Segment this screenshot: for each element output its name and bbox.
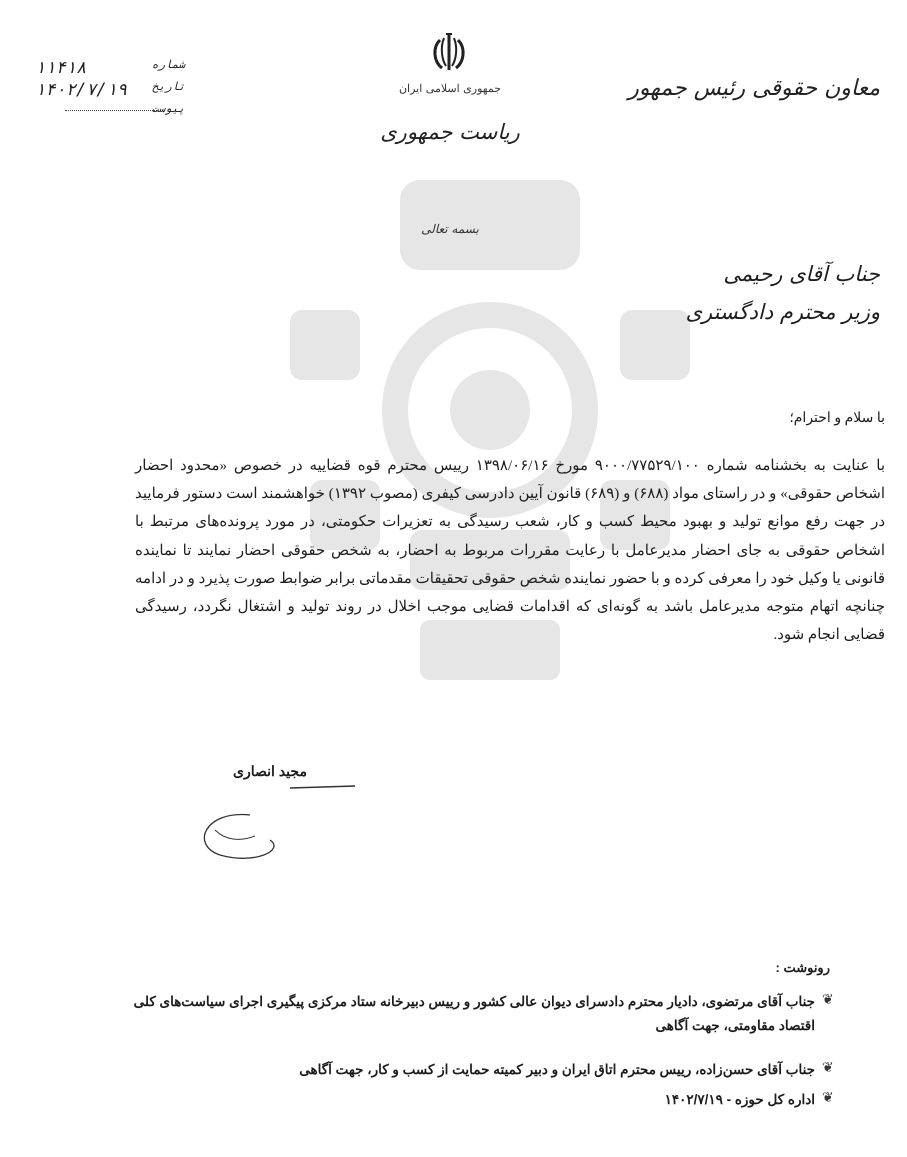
letter-attachment-row [25,102,185,124]
letter-date-label: تاریخ [151,80,185,93]
letter-attachment-label: پیوست [151,102,185,115]
greeting: با سلام و احترام؛ [789,411,885,426]
letter-number-label: شماره [151,58,185,71]
letter-number: ۱۱۴۱۸ [35,58,87,78]
addressee-name: جناب آقای رحیمی [723,262,880,286]
office-name: ریاست جمهوری [380,120,520,144]
sender-title: معاون حقوقی رئیس جمهور [628,76,880,101]
copy-recipient-3: اداره کل حوزه - ۱۴۰۲/۷/۱۹ [664,1092,815,1107]
copies-title: رونوشت : [775,960,830,975]
iran-emblem-icon [428,30,470,76]
country-name: جمهوری اسلامی ایران [398,82,502,95]
attachment-dots [65,110,157,111]
letter-date-row [25,80,185,102]
bullet-icon: ❦ [822,1090,834,1106]
letter-number-row [25,58,185,80]
letter-meta [25,58,185,124]
bullet-icon: ❦ [822,1060,834,1076]
copy-recipient-2: جناب آقای حسن‌زاده، رییس محترم اتاق ایران و دبیر کمیته حمایت از کسب و کار، جهت آگاهی [299,1062,815,1077]
addressee-title: وزیر محترم دادگستری [685,300,880,324]
bismillah: بسمه تعالی [421,222,479,236]
signer-name: مجید انصاری [233,763,307,779]
addressee [560,262,880,324]
letter-date: ۱۴۰۲/۷/۱۹ [35,80,128,100]
handwritten-signature [195,770,365,870]
copy-recipient-1: جناب آقای مرتضوی، دادیار محترم دادسرای دیوان عالی کشور و رییس دبیرخانه ستاد مرکزی پیگیری اجرای سیاست‌های کلی اقتصاد مقاومتی، جهت آگاهی [133,994,815,1033]
bullet-icon: ❦ [822,992,834,1008]
letter-body: با عنایت به بخشنامه شماره ۹۰۰۰/۷۷۵۲۹/۱۰۰ مورخ ۱۳۹۸/۰۶/۱۶ رییس محترم قوه قضاییه در خصوص «محدود احضار اشخاص حقوقی» و در راستای مواد (۶۸۸) و (۶۸۹) قانون آیین دادرسی کیفری (مصوب ۱۳۹۲) خواهشمند است دستور فرمایید در جهت رفع موانع تولید و بهبود محیط کسب و کار، شعب رسیدگی به تعزیرات حکومتی، در مورد پرونده‌های مرتبط با اشخاص حقوقی به جای احضار مدیرعامل با رعایت مقررات مربوط به احضار، به شخص حقوقی احضار نمایند تا نماینده قانونی یا وکیل خود را معرفی کرده و با حضور نماینده شخص حقوقی تحقیقات مقدماتی برابر ضوابط صورت پذیرد و در ادامه چنانچه اتهام متوجه مدیرعامل باشد به گونه‌ای که اقدامات قضایی موجب اخلال در روند تولید و اشتغال نگردد، رسیدگی قضایی انجام شود. [135,458,886,644]
